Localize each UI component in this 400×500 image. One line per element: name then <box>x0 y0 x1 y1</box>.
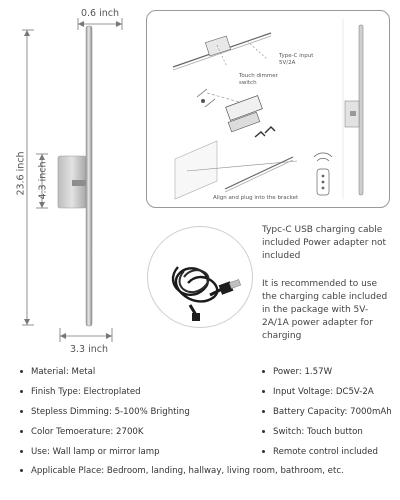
usb-cable-icon <box>148 227 252 327</box>
applicable-place: Applicable Place: Bedroom, landing, hallway, living room, bathroom, etc. <box>20 466 392 476</box>
spec-item: Use: Wall lamp or mirror lamp <box>20 447 250 467</box>
installation-diagram-panel <box>146 10 390 208</box>
wall-lamp-image <box>48 22 118 332</box>
specs-left <box>20 367 250 467</box>
depth-marker <box>56 328 116 344</box>
align-instruction-label: Align and plug into the bracket <box>213 195 299 201</box>
spec-item: Power: 1.57W <box>262 367 398 387</box>
typec-input-label: Type-C input 5V/2A <box>279 53 314 66</box>
width-label: 0.6 inch <box>80 8 120 19</box>
cable-note: Typc-C USB charging cable included Power adapter not included <box>262 225 387 261</box>
spec-item: Remote control included <box>262 447 398 467</box>
spec-item: Input Voltage: DC5V-2A <box>262 387 398 407</box>
spec-item: Stepless Dimming: 5-100% Brighting <box>20 407 250 427</box>
depth-label: 3.3 inch <box>69 344 109 355</box>
height-label: 23.6 inch <box>15 151 27 196</box>
usb-cable-photo <box>147 226 253 328</box>
charging-recommendation: It is recommended to use the charging cable included in the package with 5V-2A/1A power adapter for charging <box>262 279 388 341</box>
mount-height-label: 4.3 inch <box>37 161 49 200</box>
spec-item: Battery Capacity: 7000mAh <box>262 407 398 427</box>
spec-item: Color Temoerature: 2700K <box>20 427 250 447</box>
spec-item: Finish Type: Electroplated <box>20 387 250 407</box>
installation-diagram <box>147 11 389 207</box>
touch-dimmer-label: Touch dimmer switch <box>239 73 278 86</box>
spec-item: Material: Metal <box>20 367 250 387</box>
specs-right <box>262 367 398 467</box>
spec-item: Switch: Touch button <box>262 427 398 447</box>
